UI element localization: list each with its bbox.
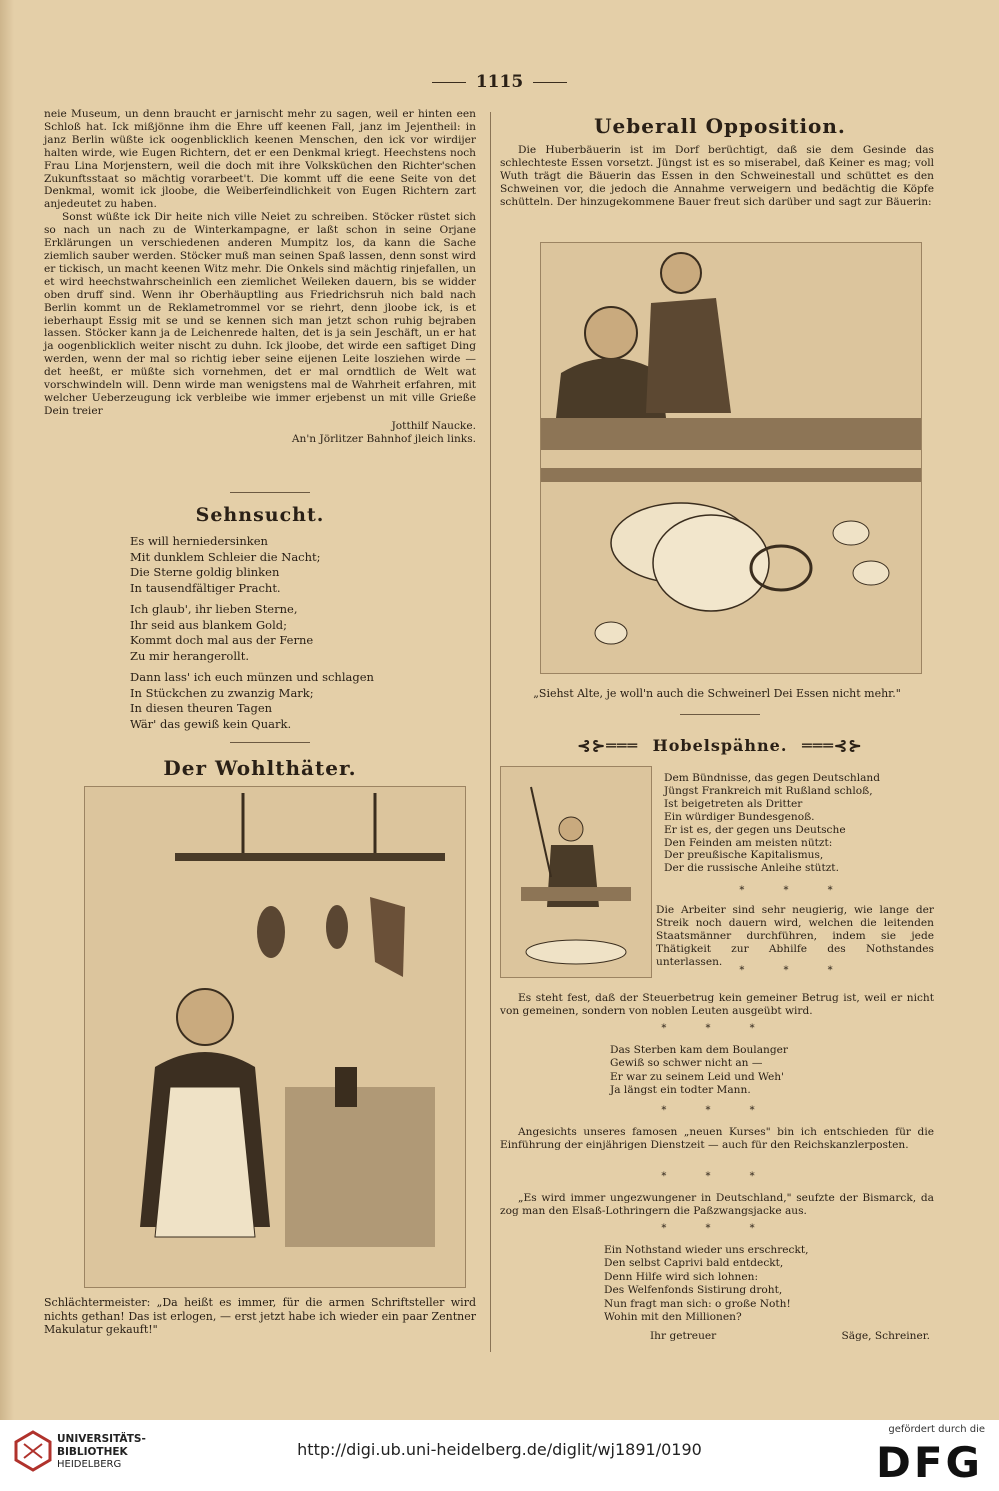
piglet-icon [833,521,869,545]
poem-line: Jüngst Frankreich mit Rußland schloß, [664,784,873,797]
article-title: Ueberall Opposition. [594,114,846,138]
ornament-right: ═══⊰⊱ [801,736,863,755]
poem-line: Nun fragt man sich: o große Noth! [604,1297,791,1310]
poem-line: In tausendfältiger Pracht. [130,580,281,595]
farmer-body [646,298,731,413]
poem-line: Der preußische Kapitalismus, [664,849,824,862]
letter-signature: Jotthilf Naucke. [391,419,476,432]
poem-line: Dann lass' ich euch münzen und schlagen [130,670,374,684]
item7-poem [604,1244,924,1324]
farmers-pigs-illustration [540,242,922,674]
star-separator: * * * [739,885,851,896]
item-paragraph: Es steht fest, daß der Steuerbetrug kein gemeiner Betrug ist, weil er nicht von gemeinen, sondern von noblen Leuten ausgeübt wird. [500,992,934,1017]
poem-line: Wohin mit den Millionen? [604,1311,742,1324]
letter-paragraph: neie Museum, un denn braucht er jarnischt mehr zu sagen, weil er hinten een Schloß hat. Ick mißjönne ihm die Ehre uff keenen Fall, janz im Jejentheil: in janz Berlin wüßte ick oogenblicklich keenen Menschen, den ick vor wirdijer halten wirde, wie Eugen Richtern, det er een Denkmal kriegt. Heechstens noch Frau Lina Morjenstern, weil die doch mit ihre Volksküchen den Richter'schen Zukunftsstaat so mächtig vorarbeet't. Die kommt uff die eene Seite von det Denkmal, womit ick jloobe, die Weiberfeindlichkeit von Eugen Richtern zart anjedeutet zu haben. [44,108,476,211]
star-separator: * * * [661,1171,773,1182]
star-separator: * * * [661,1223,773,1234]
poem-stanza [130,534,450,596]
butcher-caption [44,1296,476,1337]
page-number: 1115 [0,72,999,92]
piglet-icon [595,622,627,644]
sausage-icon [257,906,285,958]
sausage-icon [326,905,348,949]
poem-stanza [130,602,450,664]
poem-title: Sehnsucht. [195,504,325,526]
carpenter-illustration [500,766,652,978]
piglet-icon [853,561,889,585]
letter-paragraph: Sonst wüßte ick Dir heite nich ville Neiet zu schreiben. Stöcker rüstet sich so nach un nach zu de Winterkampagne, er laßt schon in seine Orjane Erklärungen un verschiedenen anderen Mumpitz los, da kann die Sache ziemlich sauber werden. Stöcker muß man seinen Spaß lassen, denn sonst wird er tickisch, un macht keenen Witz mehr. Die Onkels sind mächtig rinjefallen, un et wird heechstwahrscheinlich een ziemlichet Weileken dauern, bis se widder oben druff sind. Wenn ihr Oberhäuptling aus Friedrichsruh nich bald nach Berlin kommt un de Reklametrommel vor se riehrt, denn jloobe ick, is et ieberhaupt Essig mit se und se kennen sich man jetzt schon ruhig bejraben lassen. Stöcker kann ja de Leichenrede halten, det is ja sein Jeschäft, un er hat ja oogenblicklich weiter nischt zu duhn. Ick jloobe, det wirde een saftiget Ding werden, wenn der mal so richtig ieber seine eijenen Leite losziehen wirde — det heeßt, er müßte sich vornehmen, det er mal orndtlich de Welt wat vorschwindeln will. Denn wirde man wenigstens mal de Wahrheit erfahren, mit welcher Ueberzeugung ick verbleibe wie immer erjebenst un mit ville Grieße Dein treier [44,211,476,417]
poem-line: Mit dunklem Schleier die Nacht; [130,549,321,564]
poem-line: Ein würdiger Bundesgenoß. [664,810,815,823]
apron-icon [155,1087,255,1237]
hook-rail [175,853,445,861]
closing-line [650,1330,930,1342]
intro-paragraph: Die Huberbäuerin ist im Dorf berüchtigt, daß sie dem Gesinde das schlechteste Essen vorsetzt. Jüngst ist es so miserabel, daß Keiner es mag; voll Wuth trägt die Bäuerin das Essen in den Schweinestall und schüttet es den Schweinen vor, die jedoch die Annahme verweigern und bedächtig die Köpfe schütteln. Der hinzugekommene Bauer freut sich darüber und sagt zur Bäuerin: [500,144,934,208]
farmwife-head [585,307,637,359]
poem-line: Kommt doch mal aus der Ferne [130,633,314,647]
footer-bar [0,1420,999,1491]
poem-line: Er ist es, der gegen uns Deutsche [664,823,846,836]
item4-poem [610,1044,910,1098]
poem-line: Der die russische Anleihe stützt. [664,862,839,875]
poem-line: Ein Nothstand wieder uns erschreckt, [604,1244,809,1256]
item6 [500,1192,934,1218]
star-separator: * * * [661,1023,773,1034]
pig-caption [500,688,934,701]
left-column [44,108,476,446]
cartoon-caption: „Siehst Alte, je woll'n auch die Schweinerl Dei Essen nicht mehr." [533,687,901,700]
item-paragraph: Angesichts unseres famosen „neuen Kurses" bin ich entschieden für die Einführung der einjährigen Dienstzeit — auch für den Reichskanzlerposten. [500,1126,934,1151]
item-paragraph: Die Arbeiter sind sehr neugierig, wie lange der Streik noch dauern wird, welchen die leitenden Staatsmänner durchführen, indem sie jede Thätigkeit zur Abhilfe des Nothstandes unterlassen. [656,904,934,968]
poem-line: In Stückchen zu zwanzig Mark; [130,685,314,700]
poem-line: Ich glaub', ihr lieben Sterne, [130,602,298,616]
farmer-head [661,253,701,293]
jar-icon [335,1067,357,1107]
divider [680,714,760,715]
butcher-head [177,989,233,1045]
poem-line: Es will herniedersinken [130,534,268,548]
star-separator: * * * [661,1105,773,1116]
item5 [500,1126,934,1152]
fence-plank [541,468,921,482]
poem-line: Des Welfenfonds Sistirung droht, [604,1284,783,1297]
divider [230,742,310,743]
closing: Ihr getreuer [650,1330,717,1342]
item1-poem [664,772,934,875]
poem-line: Ist beigetreten als Dritter [664,797,803,810]
poem-line: Wär' das gewiß kein Quark. [130,716,292,731]
poem-line: Ja längst ein todter Mann. [610,1084,751,1097]
poem-line: Ihr seid aus blankem Gold; [130,617,287,632]
poem [130,534,450,732]
dfg-logo: DFG [875,1438,983,1487]
page-edge [0,0,14,1420]
poem-line: Denn Hilfe wird sich lohnen: [604,1270,759,1283]
poem-line: Das Sterben kam dem Boulanger [610,1044,788,1056]
source-url[interactable]: http://digi.ub.uni-heidelberg.de/diglit/wj1891/0190 [297,1440,702,1459]
article-intro [500,144,934,209]
poem-line: Die Sterne goldig blinken [130,565,280,579]
poem-stanza [130,670,450,732]
counter [285,1087,435,1247]
workbench-icon [521,887,631,901]
library-name: UNIVERSITÄTS- BIBLIOTHEK HEIDELBERG [57,1433,146,1470]
carpenter-head [559,817,583,841]
cartoon-caption: Schlächtermeister: „Da heißt es immer, für die armen Schriftsteller wird nichts gethan! Das ist erlogen, — erst jetzt habe ich wieder ein paar Zentner Makulatur gekauft!" [44,1296,476,1336]
ornament-left: ⊰⊱═══ [577,736,639,755]
cartoon-title: Der Wohlthäter. [163,756,357,780]
item3 [500,992,934,1018]
closing-name: Säge, Schreiner. [841,1330,930,1342]
butcher-illustration [84,786,466,1288]
item2 [656,904,934,969]
divider [230,492,310,493]
poem-line: Gewiß so schwer nicht an — [610,1057,763,1070]
fence-plank [541,418,921,450]
poem-line: Den selbst Caprivi bald entdeckt, [604,1257,784,1270]
wood-shavings-icon [526,940,626,964]
item-paragraph: „Es wird immer ungezwungener in Deutschland," seufzte der Bismarck, da zog man den Elsaß-Lothringern die Paßzwangsjacke aus. [500,1192,934,1217]
funding-note: gefördert durch die [888,1424,985,1435]
column-divider [490,112,491,1352]
section-title: Hobelspähne. [652,736,788,755]
poem-line: In diesen theuren Tagen [130,701,273,715]
poem-line: Den Feinden am meisten nützt: [664,836,833,849]
section-heading [500,736,940,755]
poem-line: Er war zu seinem Leid und Weh' [610,1070,785,1083]
star-separator: * * * [739,965,851,976]
poem-line: Dem Bündnisse, das gegen Deutschland [664,772,881,784]
poem-line: Zu mir herangerollt. [130,648,249,663]
letter-signature-place: An'n Jörlitzer Bahnhof jleich links. [291,432,476,445]
